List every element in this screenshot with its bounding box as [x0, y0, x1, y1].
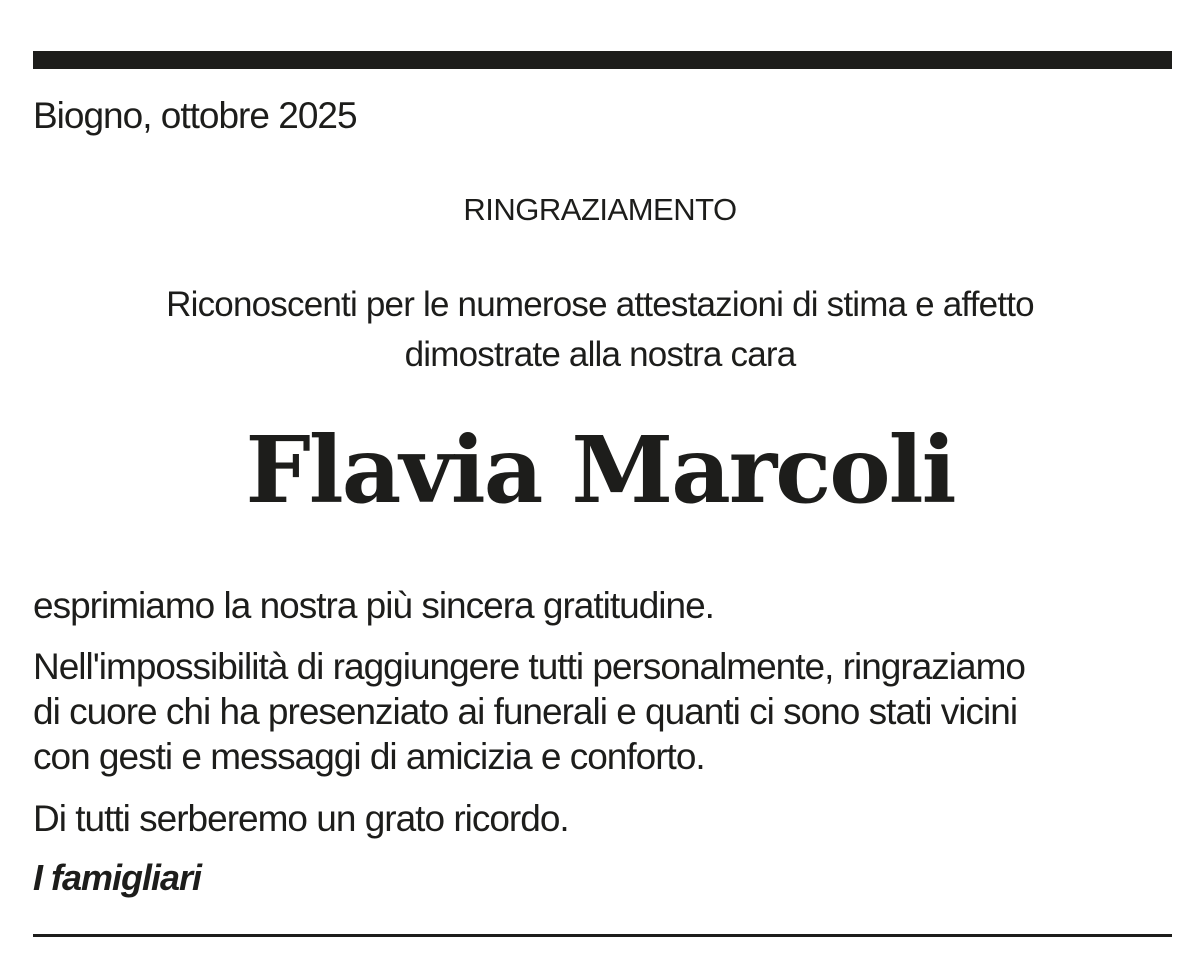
- top-rule: [33, 51, 1172, 69]
- intro-text: [0, 280, 1200, 380]
- remembrance-paragraph: [33, 796, 1172, 841]
- intro-line: Riconoscenti per le numerose attestazioni di stima e affetto: [166, 285, 1034, 324]
- deceased-name: Flavia Marcoli: [245, 416, 955, 524]
- notice-heading: RINGRAZIAMENTO: [463, 192, 737, 227]
- bottom-rule: [33, 934, 1172, 937]
- signature: I famigliari: [33, 857, 202, 898]
- paragraph-line: Di tutti serberemo un grato ricordo.: [33, 798, 569, 839]
- thanks-paragraph: [33, 644, 1172, 779]
- place-date: Biogno, ottobre 2025: [33, 95, 357, 136]
- gratitude-paragraph: [33, 583, 1172, 628]
- paragraph-line: di cuore chi ha presenziato ai funerali e quanti ci sono stati vicini: [33, 691, 1018, 732]
- paragraph-line: con gesti e messaggi di amicizia e conforto.: [33, 736, 705, 777]
- paragraph-line: esprimiamo la nostra più sincera gratitudine.: [33, 585, 714, 626]
- paragraph-line: Nell'impossibilità di raggiungere tutti personalmente, ringraziamo: [33, 646, 1025, 687]
- intro-line: dimostrate alla nostra cara: [404, 335, 796, 374]
